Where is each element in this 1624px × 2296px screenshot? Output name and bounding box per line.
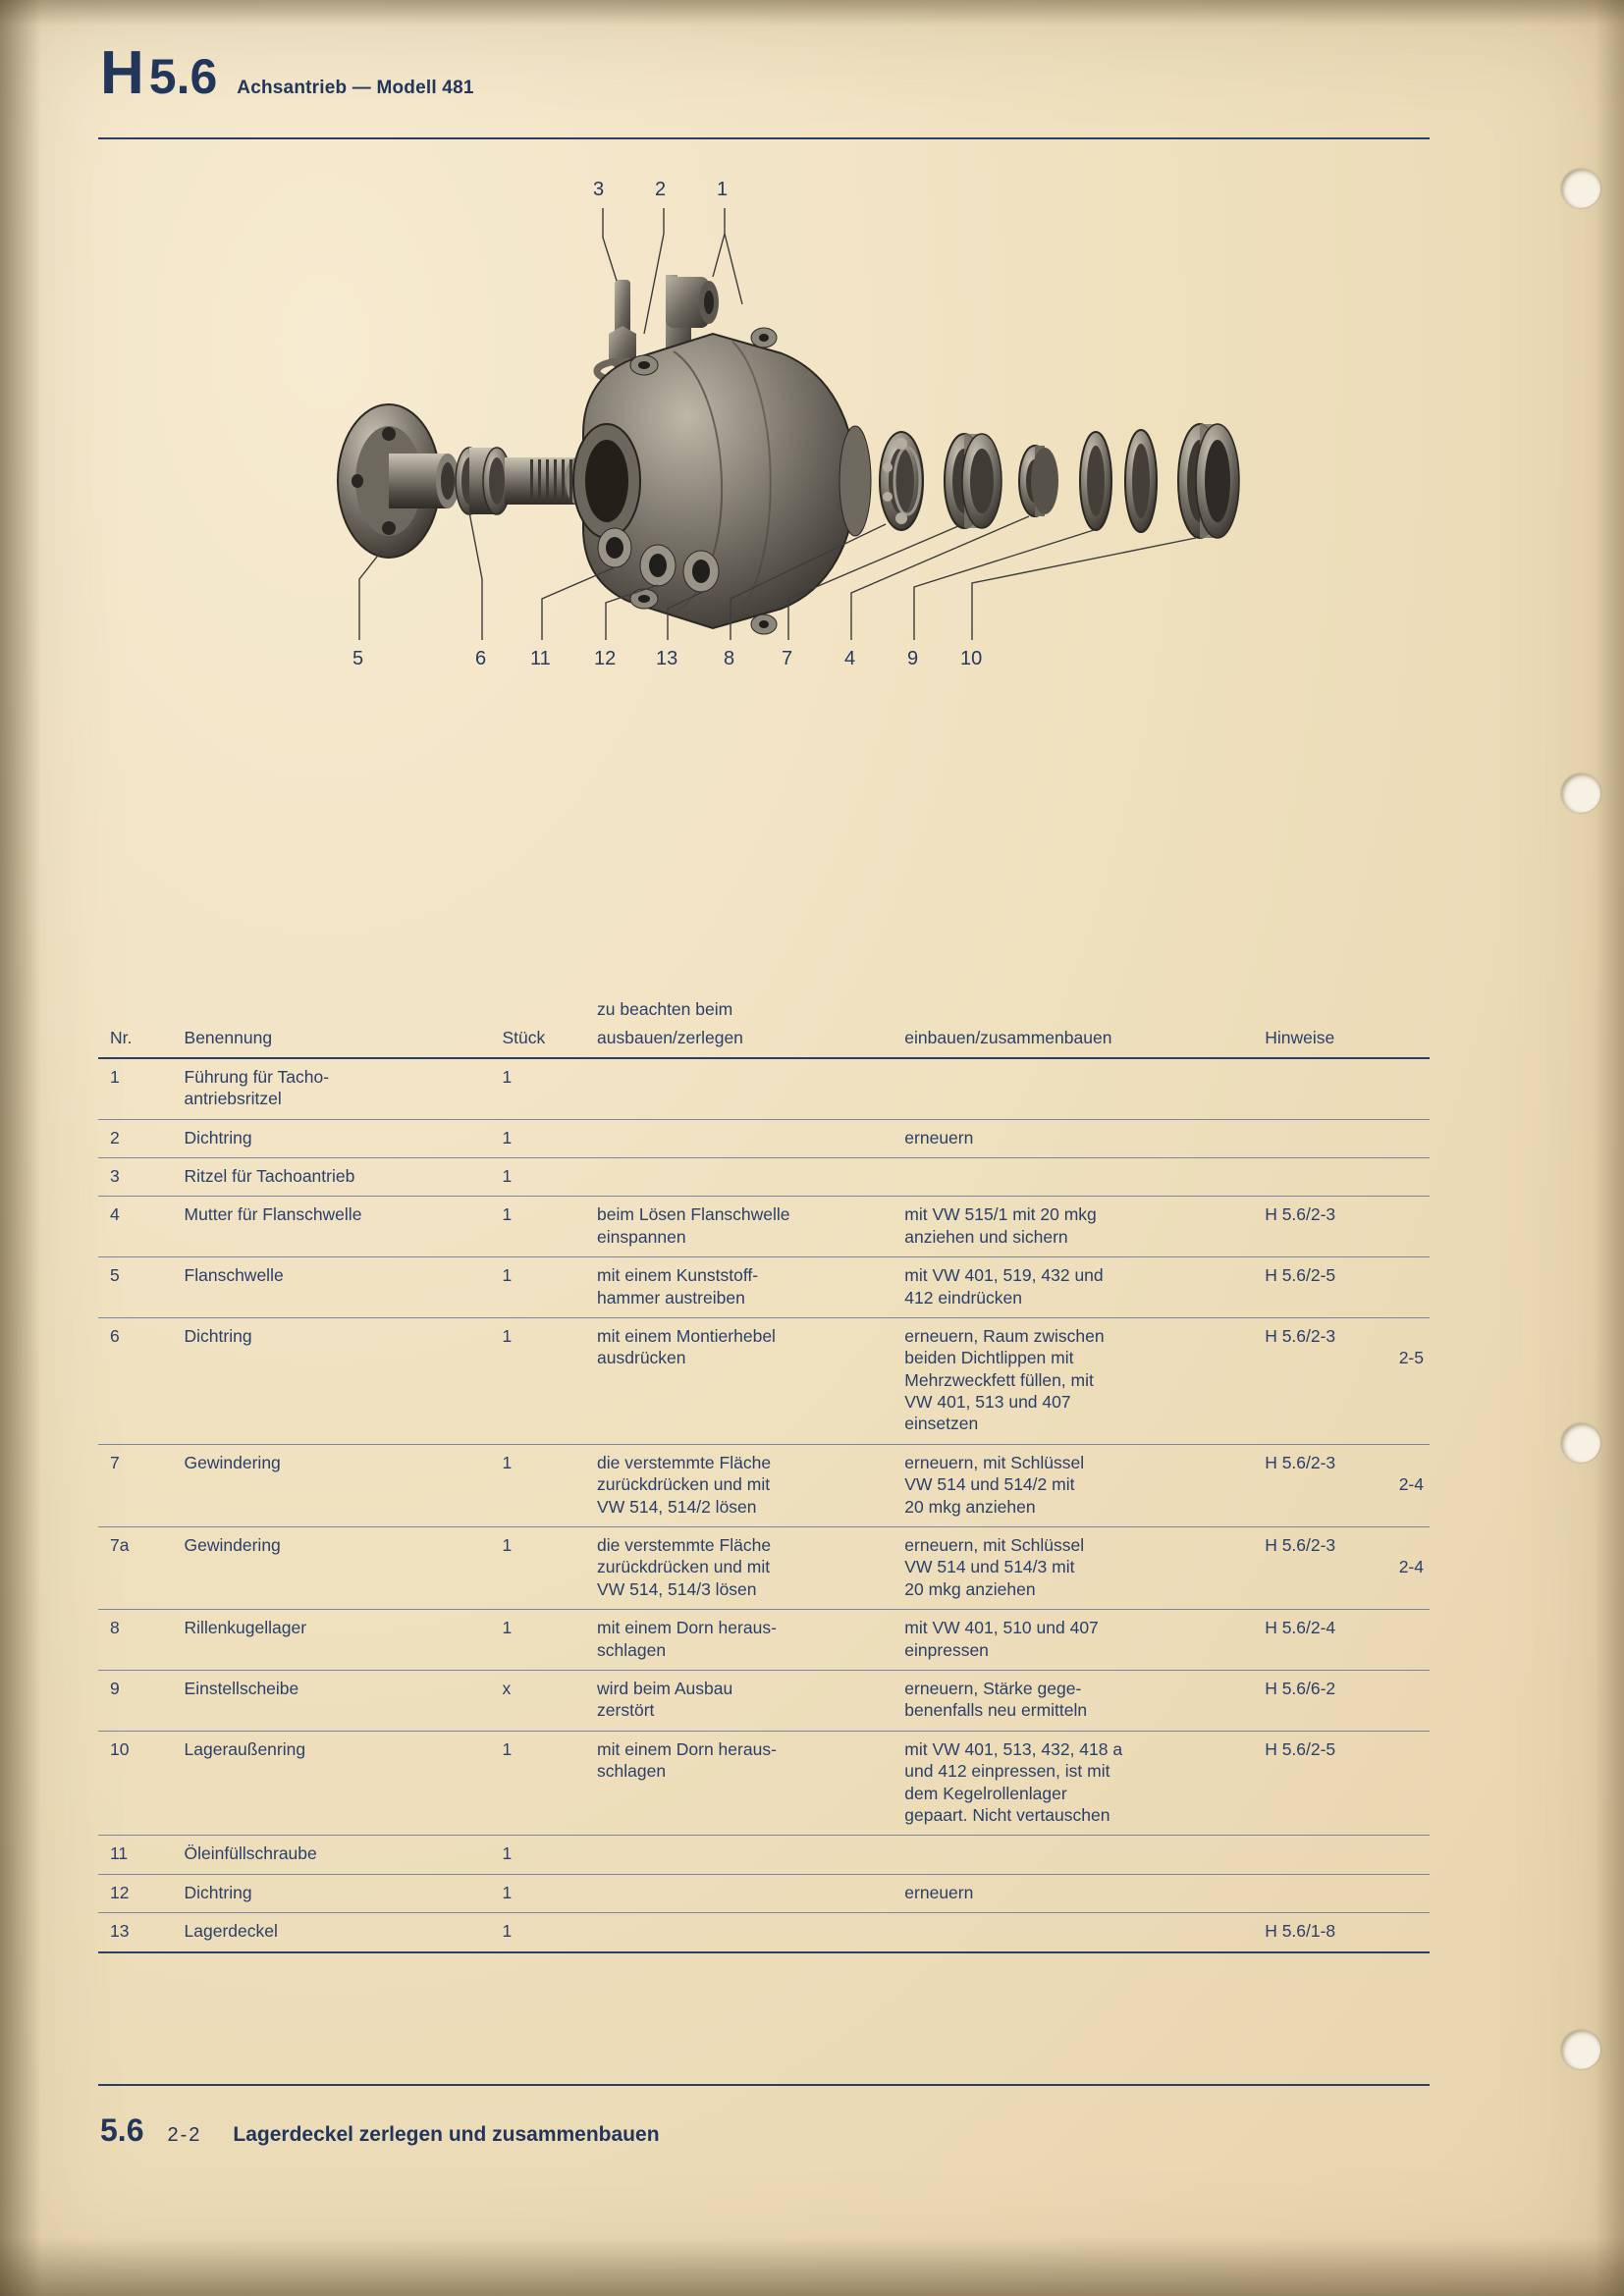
cell-einbauen: mit VW 401, 510 und 407 einpressen — [904, 1618, 1099, 1660]
cell-nr: 4 — [110, 1204, 120, 1225]
cell-nr: 3 — [110, 1165, 120, 1186]
cell-hinweise — [1259, 1157, 1430, 1196]
cell-stueck: 1 — [502, 1535, 513, 1556]
cell-einbauen: erneuern, Raum zwischen beiden Dichtlippen mit Mehrzweckfett füllen, mit VW 401, 513 und 407 einsetzen — [904, 1325, 1105, 1434]
table-row — [98, 1197, 1430, 1257]
cell-stueck: 1 — [502, 1921, 513, 1942]
cell-nr: 5 — [110, 1265, 120, 1286]
table-row — [98, 1670, 1430, 1731]
binder-punch-hole — [1561, 1423, 1600, 1463]
cell-benennung: Mutter für Flanschwelle — [184, 1204, 362, 1225]
cell-hinweise-main: H 5.6/6-2 — [1265, 1678, 1336, 1698]
cell-einbauen: erneuern, mit Schlüssel VW 514 und 514/3 mit 20 mkg anziehen — [904, 1535, 1085, 1599]
table-row — [98, 1527, 1430, 1610]
column-group-header-zu-beachten: zu beachten beim — [597, 999, 733, 1019]
cell-benennung: Ritzel für Tachoantrieb — [184, 1165, 355, 1186]
cell-benennung: Einstellscheibe — [184, 1678, 299, 1698]
cell-benennung: Dichtring — [184, 1127, 252, 1148]
spacer-cell — [497, 991, 592, 1020]
figure-callout-2: 2 — [655, 179, 667, 200]
cell-ausbauen: mit einem Kunststoff- hammer austreiben — [597, 1265, 759, 1308]
cell-hinweise — [1259, 1610, 1430, 1671]
cell-ausbauen — [591, 1874, 898, 1912]
cell-nr: 13 — [110, 1921, 130, 1942]
cell-nr: 2 — [110, 1127, 120, 1148]
cell-benennung: Führung für Tacho- antriebsritzel — [184, 1066, 330, 1109]
figure-callout-4: 4 — [844, 648, 856, 669]
cell-nr: 6 — [110, 1325, 120, 1346]
cell-stueck: 1 — [502, 1265, 513, 1286]
cell-ausbauen — [591, 1119, 898, 1157]
table-row — [98, 1257, 1430, 1318]
cell-einbauen: erneuern — [904, 1127, 974, 1148]
cell-stueck: 1 — [502, 1843, 513, 1864]
cell-nr: 7 — [110, 1452, 120, 1472]
cell-hinweise — [1259, 1836, 1430, 1874]
table-row — [98, 1119, 1430, 1157]
cell-stueck: 1 — [502, 1452, 513, 1472]
cell-ausbauen: die verstemmte Fläche zurückdrücken und mit VW 514, 514/3 lösen — [597, 1535, 772, 1599]
cell-stueck: 1 — [502, 1204, 513, 1225]
column-header-stueck: Stück — [497, 1020, 592, 1057]
table-row — [98, 1317, 1430, 1444]
column-header-einbauen: einbauen/zusammenbauen — [898, 1020, 1259, 1057]
cell-stueck: x — [502, 1678, 512, 1698]
column-header-ausbauen: ausbauen/zerlegen — [591, 1020, 898, 1057]
header-section-number: 5.6 — [148, 49, 218, 104]
table-row — [98, 1058, 1430, 1119]
cell-ausbauen — [591, 1913, 898, 1952]
spacer-cell — [98, 991, 179, 1020]
cell-nr: 9 — [110, 1678, 120, 1698]
cell-einbauen: mit VW 401, 513, 432, 418 a und 412 einpressen, ist mit dem Kegelrollenlager gepaart. Nicht vertauschen — [904, 1738, 1123, 1825]
table-row — [98, 1874, 1430, 1912]
cell-einbauen — [898, 1157, 1259, 1196]
cell-hinweise-main: H 5.6/1-8 — [1265, 1921, 1336, 1942]
cell-ausbauen: die verstemmte Fläche zurückdrücken und mit VW 514, 514/2 lösen — [597, 1452, 772, 1517]
paper-edge-shadow-right — [1595, 0, 1624, 2296]
cell-ausbauen: beim Lösen Flanschwelle einspannen — [597, 1204, 790, 1247]
cell-hinweise — [1259, 1197, 1430, 1257]
cell-benennung: Lageraußenring — [184, 1738, 306, 1759]
binder-punch-hole — [1561, 169, 1600, 208]
table-row — [98, 1444, 1430, 1526]
footer-section-number: 5.6 — [100, 2112, 144, 2148]
cell-hinweise — [1259, 1317, 1430, 1444]
cell-ausbauen — [591, 1058, 898, 1119]
page-footer — [100, 2112, 660, 2149]
cell-einbauen — [898, 1913, 1259, 1952]
cell-hinweise — [1259, 1731, 1430, 1836]
cell-hinweise — [1259, 1119, 1430, 1157]
cell-hinweise-sub: 2-4 — [1398, 1557, 1424, 1577]
cell-stueck: 1 — [502, 1165, 513, 1186]
figure-callout-3: 3 — [593, 179, 605, 200]
figure-callout-11: 11 — [530, 648, 551, 669]
figure-callout-5: 5 — [352, 648, 364, 669]
table-row — [98, 1913, 1430, 1952]
spacer-cell — [179, 991, 497, 1020]
cell-nr: 1 — [110, 1066, 120, 1087]
cell-ausbauen: wird beim Ausbau zerstört — [597, 1678, 733, 1721]
cell-benennung: Dichtring — [184, 1325, 252, 1346]
table-head-row-group — [98, 991, 1430, 1020]
cell-hinweise — [1259, 1527, 1430, 1610]
cell-hinweise — [1259, 1058, 1430, 1119]
cell-hinweise — [1259, 1444, 1430, 1526]
figure-callout-8: 8 — [724, 648, 735, 669]
parts-table-wrapper — [98, 991, 1430, 1953]
table-row — [98, 1610, 1430, 1671]
page-title: Achsantrieb — Modell 481 — [237, 78, 474, 98]
column-header-benennung: Benennung — [179, 1020, 497, 1057]
spacer-cell — [1259, 991, 1430, 1020]
cell-benennung: Öleinfüllschraube — [184, 1843, 317, 1864]
cell-hinweise-main: H 5.6/2-3 — [1265, 1325, 1336, 1346]
cell-nr: 11 — [110, 1843, 129, 1864]
cell-einbauen: erneuern, mit Schlüssel VW 514 und 514/2 mit 20 mkg anziehen — [904, 1452, 1085, 1517]
binder-punch-hole — [1561, 2030, 1600, 2069]
cell-hinweise-main: H 5.6/2-5 — [1265, 1265, 1336, 1286]
cell-stueck: 1 — [502, 1066, 513, 1087]
cell-stueck: 1 — [502, 1325, 513, 1346]
table-row — [98, 1836, 1430, 1874]
cell-nr: 8 — [110, 1618, 120, 1638]
table-head — [98, 991, 1430, 1058]
cell-hinweise — [1259, 1257, 1430, 1318]
figure-callout-13: 13 — [656, 648, 678, 669]
exploded-view-figure — [320, 179, 1322, 972]
cell-hinweise — [1259, 1874, 1430, 1912]
page-header — [100, 39, 474, 107]
cell-einbauen — [898, 1058, 1259, 1119]
cell-stueck: 1 — [502, 1127, 513, 1148]
cell-benennung: Flanschwelle — [184, 1265, 284, 1286]
figure-callout-7: 7 — [782, 648, 793, 669]
figure-callout-1: 1 — [717, 179, 729, 200]
column-header-nr: Nr. — [98, 1020, 179, 1057]
cell-einbauen: erneuern, Stärke gege- benenfalls neu ermitteln — [904, 1678, 1088, 1721]
header-rule — [98, 137, 1430, 139]
cell-hinweise — [1259, 1670, 1430, 1731]
cell-stueck: 1 — [502, 1738, 513, 1759]
footer-page-number: 2-2 — [167, 2124, 202, 2146]
figure-callout-10: 10 — [960, 648, 983, 669]
cell-hinweise-main: H 5.6/2-3 — [1265, 1204, 1336, 1225]
cell-hinweise-sub: 2-5 — [1398, 1348, 1424, 1368]
table-head-row — [98, 1020, 1430, 1057]
paper-edge-shadow-left — [0, 0, 41, 2296]
cell-einbauen — [898, 1836, 1259, 1874]
table-row — [98, 1157, 1430, 1196]
cell-benennung: Dichtring — [184, 1882, 252, 1902]
cell-ausbauen — [591, 1157, 898, 1196]
cell-hinweise-main: H 5.6/2-4 — [1265, 1618, 1336, 1638]
cell-nr: 7a — [110, 1535, 130, 1556]
footer-rule — [98, 2084, 1430, 2086]
cell-hinweise-main: H 5.6/2-3 — [1265, 1452, 1336, 1472]
page-content — [94, 0, 1469, 2296]
cell-hinweise-sub: 2-4 — [1398, 1474, 1424, 1495]
cell-einbauen: erneuern — [904, 1882, 974, 1902]
cell-ausbauen: mit einem Montierhebel ausdrücken — [597, 1325, 776, 1368]
table-body — [98, 1058, 1430, 1952]
cell-hinweise — [1259, 1913, 1430, 1952]
cell-benennung: Lagerdeckel — [184, 1921, 278, 1942]
axle-drive-exploded-diagram — [320, 187, 1322, 972]
cell-hinweise-main: H 5.6/2-3 — [1265, 1535, 1336, 1556]
cell-nr: 10 — [110, 1738, 130, 1759]
cell-einbauen: mit VW 401, 519, 432 und 412 eindrücken — [904, 1265, 1104, 1308]
figure-callout-6: 6 — [475, 648, 487, 669]
column-header-hinweise: Hinweise — [1259, 1020, 1430, 1057]
figure-callout-9: 9 — [907, 648, 919, 669]
cell-benennung: Gewindering — [184, 1535, 281, 1556]
table-row — [98, 1731, 1430, 1836]
footer-title: Lagerdeckel zerlegen und zusammenbauen — [233, 2123, 660, 2146]
parts-table — [98, 991, 1430, 1953]
header-letter: H — [100, 39, 143, 107]
cell-nr: 12 — [110, 1882, 130, 1902]
cell-ausbauen — [591, 1836, 898, 1874]
cell-ausbauen: mit einem Dorn heraus- schlagen — [597, 1738, 777, 1782]
cell-benennung: Gewindering — [184, 1452, 281, 1472]
cell-stueck: 1 — [502, 1618, 513, 1638]
cell-hinweise-main: H 5.6/2-5 — [1265, 1738, 1336, 1759]
cell-benennung: Rillenkugellager — [184, 1618, 307, 1638]
binder-punch-hole — [1561, 774, 1600, 813]
figure-callout-12: 12 — [594, 648, 617, 669]
cell-ausbauen: mit einem Dorn heraus- schlagen — [597, 1618, 777, 1660]
cell-stueck: 1 — [502, 1882, 513, 1902]
cell-einbauen: mit VW 515/1 mit 20 mkg anziehen und sichern — [904, 1204, 1097, 1247]
